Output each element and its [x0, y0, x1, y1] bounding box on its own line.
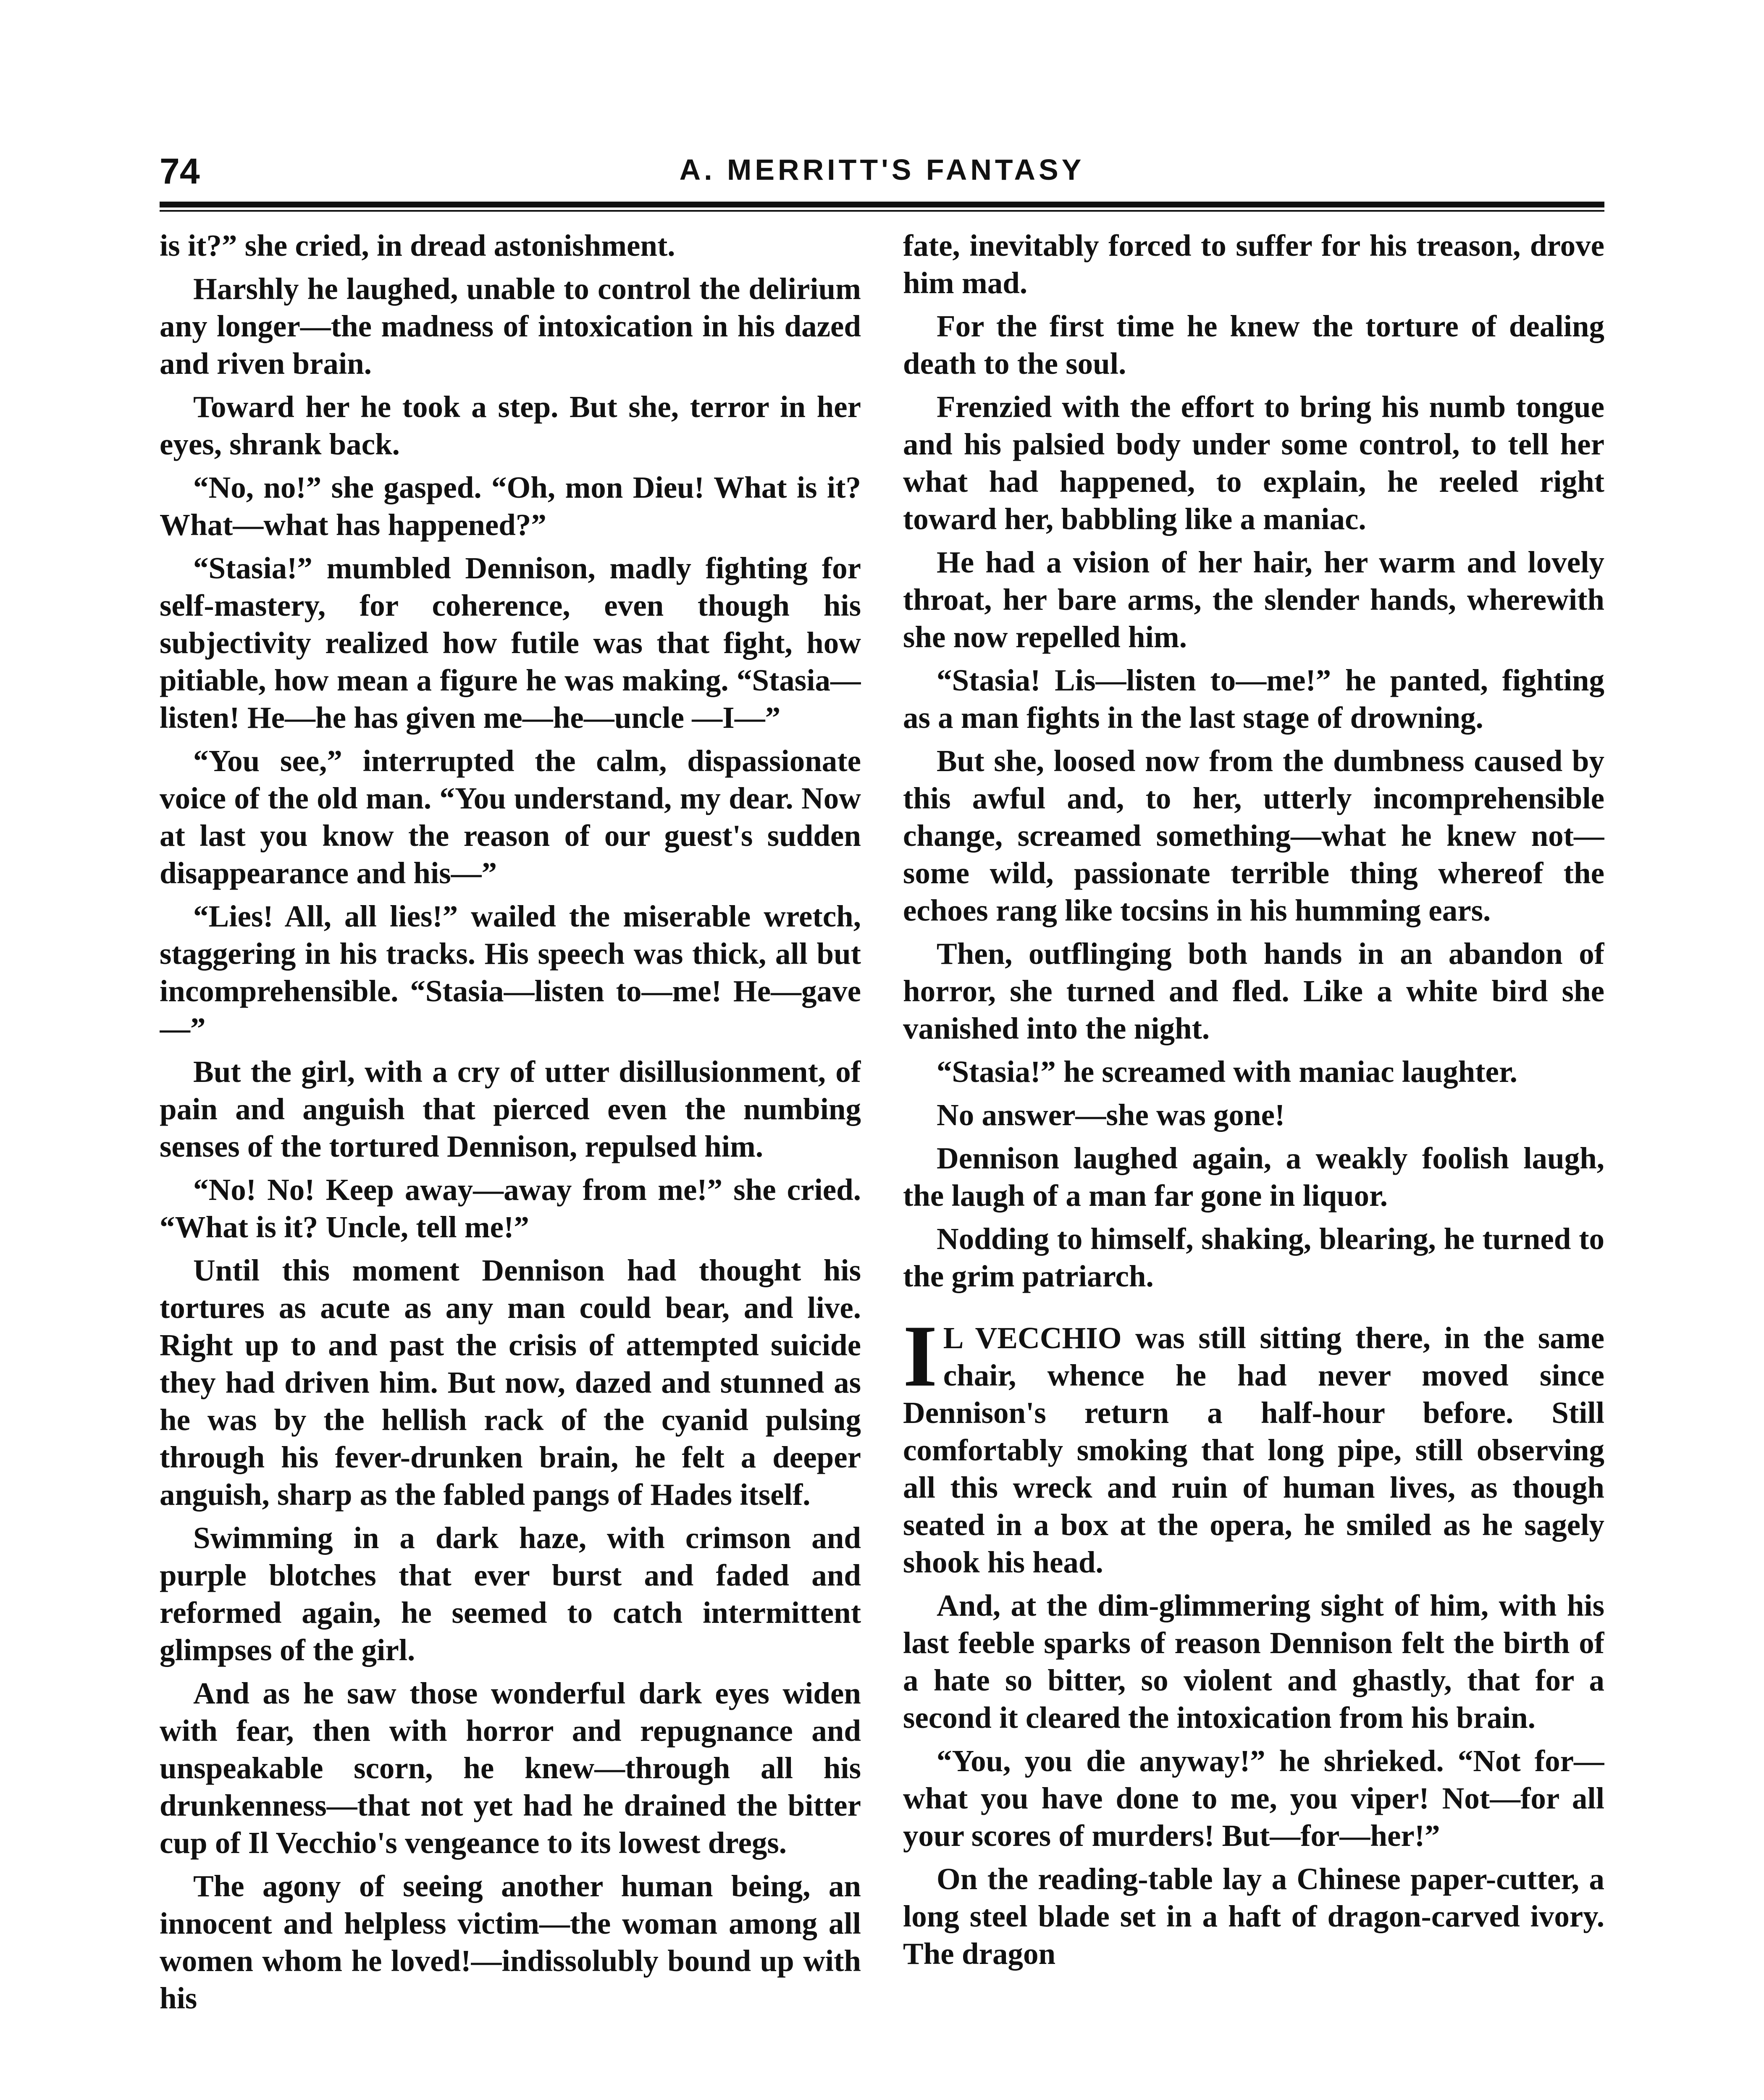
- paragraph: Until this moment Dennison had thought his tortures as acute as any man could bear, and live. Right up to and past the crisis of attempted suicide they had driven him. But now, dazed and stunned as he was by the hellish rack of the cyanid pulsing through his fever-drunken brain, he felt a deeper anguish, sharp as the fabled pangs of Hades itself.: [160, 1253, 861, 1512]
- paragraph: The agony of seeing another human being, an innocent and helpless victim—the woman among all women whom he loved!—indissolubly bound up with his: [160, 1869, 861, 2015]
- paragraph: “No! No! Keep away—away from me!” she cried. “What is it? Uncle, tell me!”: [160, 1173, 861, 1244]
- paragraph: Harshly he laughed, unable to control the delirium any longer—the madness of intoxication in his dazed and riven brain.: [160, 272, 861, 381]
- paragraph: Then, outflinging both hands in an abandon of horror, she turned and fled. Like a white bird she vanished into the night.: [903, 937, 1604, 1045]
- right-column: [903, 227, 1604, 2100]
- section-opening-text: L VECCHIO was still sitting there, in the same chair, whence he had never moved since Dennison's return a half-hour before. Still comfortably smoking that long pipe, still observing all this wreck and ruin of human lives, as though seated in a box at the opera, he smiled as he sagely shook his head.: [903, 1321, 1604, 1579]
- page-number: 74: [160, 151, 200, 192]
- running-title: A. MERRITT'S FANTASY: [679, 153, 1085, 186]
- paragraph: Frenzied with the effort to bring his numb tongue and his palsied body under some control, to tell her what had happened, to explain, he reeled right toward her, babbling like a maniac.: [903, 390, 1604, 536]
- paragraph: But she, loosed now from the dumbness caused by this awful and, to her, utterly incomprehensible change, screamed something—what he knew not—some wild, passionate terrible thing whereof the echoes rang like tocsins in his humming ears.: [903, 744, 1604, 927]
- paragraph: “You see,” interrupted the calm, dispassionate voice of the old man. “You understand, my dear. Now at last you know the reason of our guest's sudden disappearance and his—”: [160, 744, 861, 890]
- paragraph: Toward her he took a step. But she, terror in her eyes, shrank back.: [160, 390, 861, 461]
- paragraph: “Lies! All, all lies!” wailed the miserable wretch, staggering in his tracks. His speech was thick, all but incomprehensible. “Stasia—listen to—me! He—gave—”: [160, 899, 861, 1045]
- paragraph: Nodding to himself, shaking, blearing, he turned to the grim patriarch.: [903, 1222, 1604, 1293]
- paragraph: “Stasia!” he screamed with maniac laughter.: [937, 1055, 1517, 1089]
- section-opening-paragraph: [903, 1307, 1604, 1581]
- page-header: [160, 153, 1604, 208]
- paragraph: “Stasia!” mumbled Dennison, madly fighting for self-mastery, for coherence, even though his subjectivity realized how futile was that fight, how pitiable, how mean a figure he was making. “Stasia—listen! He—he has given me—he—uncle —I—”: [160, 551, 861, 735]
- paragraph: “No, no!” she gasped. “Oh, mon Dieu! What is it? What—what has happened?”: [160, 470, 861, 542]
- paragraph: “Stasia! Lis—listen to—me!” he panted, fighting as a man fights in the last stage of drowning.: [903, 663, 1604, 735]
- paragraph: is it?” she cried, in dread astonishment.: [160, 228, 675, 262]
- text-columns: [160, 227, 1604, 2100]
- drop-cap: I: [903, 1307, 937, 1405]
- paragraph: He had a vision of her hair, her warm and lovely throat, her bare arms, the slender hands, wherewith she now repelled him.: [903, 545, 1604, 654]
- paragraph: Swimming in a dark haze, with crimson and purple blotches that ever burst and faded and reformed again, he seemed to catch intermittent glimpses of the girl.: [160, 1521, 861, 1667]
- paragraph: No answer—she was gone!: [937, 1098, 1285, 1132]
- left-column: [160, 227, 861, 2100]
- paragraph: On the reading-table lay a Chinese paper-cutter, a long steel blade set in a haft of dragon-carved ivory. The dragon: [903, 1862, 1604, 1971]
- paragraph: fate, inevitably forced to suffer for his treason, drove him mad.: [903, 228, 1604, 300]
- paragraph: “You, you die anyway!” he shrieked. “Not for—what you have done to me, you viper! Not—for all your scores of murders! But—for—her!”: [903, 1744, 1604, 1853]
- paragraph: But the girl, with a cry of utter disillusionment, of pain and anguish that pierced even the numbing senses of the tortured Dennison, repulsed him.: [160, 1055, 861, 1163]
- paragraph: For the first time he knew the torture of dealing death to the soul.: [903, 309, 1604, 381]
- header-rule: [160, 202, 1604, 212]
- paragraph: And as he saw those wonderful dark eyes widen with fear, then with horror and repugnance and unspeakable scorn, he knew—through all his drunkenness—that not yet had he drained the bitter cup of Il Vecchio's vengeance to its lowest dregs.: [160, 1676, 861, 1860]
- paragraph: Dennison laughed again, a weakly foolish laugh, the laugh of a man far gone in liquor.: [903, 1141, 1604, 1213]
- paragraph: And, at the dim-glimmering sight of him, with his last feeble sparks of reason Dennison felt the birth of a hate so bitter, so violent and ghastly, that for a second it cleared the intoxication from his brain.: [903, 1588, 1604, 1735]
